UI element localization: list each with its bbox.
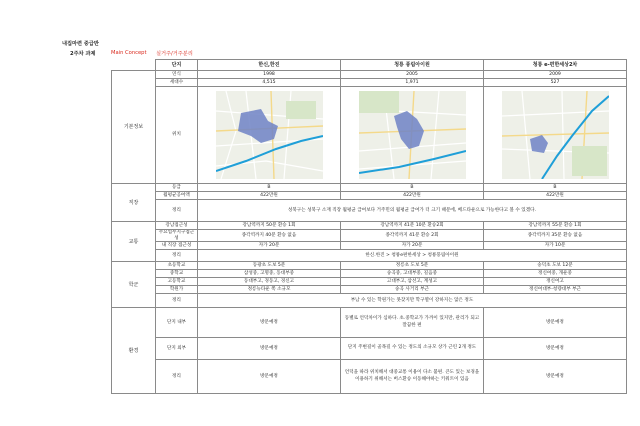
- category-traffic: 교통: [112, 222, 156, 262]
- school-c3-3: 정신여대부-청량대부 부근: [484, 286, 627, 294]
- env-c1-1: 방문예정: [198, 338, 341, 360]
- env-c1-2: 방문예정: [198, 360, 341, 394]
- env-c2-2: 언덕을 따라 위치해서 대중교통 이용이 다소 불편. 큰도 있는 보경을 이용하기 위해서는 버스환승 이동해야하는 키워트이 있음: [341, 360, 484, 394]
- env-c3-2: 방문예정: [484, 360, 627, 394]
- year-c2: 2005: [341, 71, 484, 79]
- school-c2-2: 고대부고, 삼선고, 계성고: [341, 278, 484, 286]
- category-env: 환경: [112, 308, 156, 394]
- label-env-summary: 정리: [156, 360, 198, 394]
- label-academy: 학원가: [156, 286, 198, 294]
- school-c1-2: 동대부고, 경동고, 경신고: [198, 278, 341, 286]
- label-business: 주요업무지구접근성: [156, 230, 198, 242]
- main-concept-label: Main Concept: [111, 50, 147, 56]
- env-c2-1: 단지 주변길이 골목길 수 있는 정도의 소규모 상가 근린 2개 정도: [341, 338, 484, 360]
- school-c3-2: 정신여고: [484, 278, 627, 286]
- traffic-c1-1: 종각역까지 40분 환승 없음: [198, 230, 341, 242]
- grade-c2: B: [341, 184, 484, 192]
- col-header-c3: 청룡 e-편한세상2차: [484, 60, 627, 71]
- households-c2: 1,971: [341, 79, 484, 87]
- traffic-c1-2: 자가 20분: [198, 242, 341, 250]
- loan-c3: 422만원: [484, 192, 627, 200]
- label-mywork: 내 직장 접근성: [156, 242, 198, 250]
- school-summary: 부남 수 있는 학원가는 못찾지만 학구열이 강하지는 않은 정도: [198, 294, 627, 308]
- year-c3: 2009: [484, 71, 627, 79]
- traffic-c3-0: 강남역까지 55분 환승 1회: [484, 222, 627, 230]
- map-cell-c3: [484, 87, 627, 184]
- label-elementary: 초등학교: [156, 262, 198, 270]
- category-basic: 기본정보: [112, 71, 156, 184]
- env-c3-0: 방문예정: [484, 308, 627, 338]
- school-c1-1: 삼성중, 고명중, 동대부중: [198, 270, 341, 278]
- label-location: 위치: [156, 87, 198, 184]
- label-school-summary: 정리: [156, 294, 198, 308]
- traffic-c1-0: 강남역까지 50분 환승 1회: [198, 222, 341, 230]
- households-c1: 4,515: [198, 79, 341, 87]
- col-header-danji: 단지: [156, 60, 198, 71]
- category-job: 직장: [112, 184, 156, 222]
- label-year: 연식: [156, 71, 198, 79]
- location-map-c3: [502, 91, 609, 179]
- label-job-summary: 정리: [156, 200, 198, 222]
- label-middle: 중학교: [156, 270, 198, 278]
- map-cell-c2: [341, 87, 484, 184]
- col-header-c2: 청룡 풍림아이원: [341, 60, 484, 71]
- job-summary: 성북구는 성북구 소재 직장 월평균 급여보다 거주민의 월평균 급여가 더 크기 때문에, 베드타운으로 가능한다고 볼 수 있겠다.: [198, 200, 627, 222]
- page-header-line2: 2주차 과제: [70, 51, 96, 57]
- comparison-table: [111, 59, 627, 394]
- school-c2-3: 숭곡 사거리 부근: [341, 286, 484, 294]
- env-c3-1: 방문예정: [484, 338, 627, 360]
- traffic-c3-2: 자가 10분: [484, 242, 627, 250]
- traffic-c2-2: 자가 20분: [341, 242, 484, 250]
- traffic-c3-1: 종각역까지 35분 환승 없음: [484, 230, 627, 242]
- label-traffic-summary: 정리: [156, 250, 198, 262]
- loan-c2: 422만원: [341, 192, 484, 200]
- traffic-summary: 한신.한진 > 청룡e편한세상 > 청룡풍림아이원: [198, 250, 627, 262]
- map-cell-c1: [198, 87, 341, 184]
- location-map-c1: [216, 91, 323, 179]
- blank-corner: [112, 60, 156, 71]
- school-c3-0: 숭덕초 도보 12분: [484, 262, 627, 270]
- loan-c1: 422만원: [198, 192, 341, 200]
- label-loan: 월평균공여액: [156, 192, 198, 200]
- env-c2-0: 동별로 언덕차이가 심하다. 초.중학교가 가까이 있지만, 관리가 되고 깔끔한 편: [341, 308, 484, 338]
- label-gangnam: 강남접근성: [156, 222, 198, 230]
- school-c1-3: 정릉뉴타운 쪽 소규모: [198, 286, 341, 294]
- school-c3-1: 정신여중, 개운중: [484, 270, 627, 278]
- label-high: 고등학교: [156, 278, 198, 286]
- label-inner: 단지 내부: [156, 308, 198, 338]
- page-header-line1: 내집마련 중급반: [62, 41, 99, 47]
- traffic-c2-1: 종각역까지 41분 환승 2회: [341, 230, 484, 242]
- year-c1: 1998: [198, 71, 341, 79]
- school-c1-0: 동광초 도보 5분: [198, 262, 341, 270]
- location-map-c2: [359, 91, 466, 179]
- households-c3: 527: [484, 79, 627, 87]
- label-grade: 등급: [156, 184, 198, 192]
- env-c1-0: 방문예정: [198, 308, 341, 338]
- school-c2-1: 숭곡중, 고대부중, 길음중: [341, 270, 484, 278]
- school-c2-0: 정릉초 도보 5분: [341, 262, 484, 270]
- category-school: 학군: [112, 262, 156, 308]
- label-households: 세대수: [156, 79, 198, 87]
- grade-c3: B: [484, 184, 627, 192]
- col-header-c1: 한신,한진: [198, 60, 341, 71]
- traffic-c2-0: 강남역까지 41분 10분 환승2회: [341, 222, 484, 230]
- main-concept-value: 실거주/거주분리: [156, 51, 193, 57]
- label-outer: 단지 외부: [156, 338, 198, 360]
- grade-c1: B: [198, 184, 341, 192]
